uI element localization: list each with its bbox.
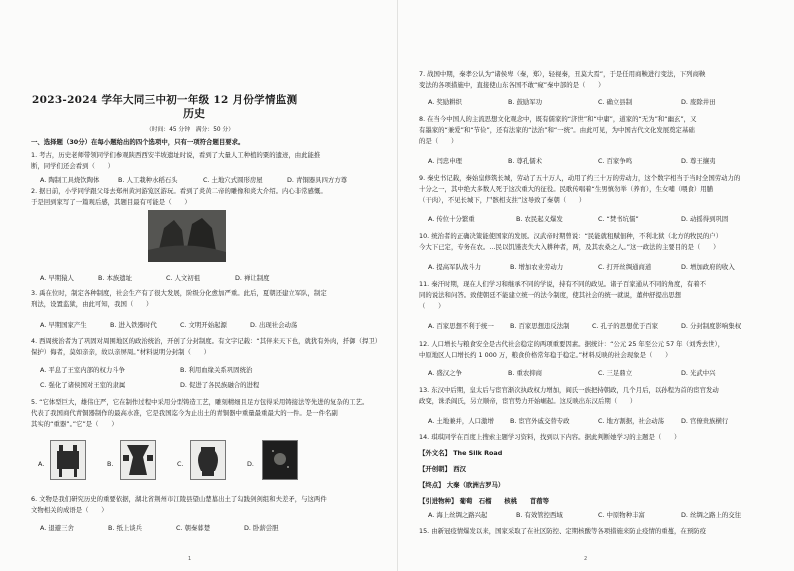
q1-line-2: 断，同学们还会看到（ ） bbox=[31, 162, 115, 170]
q4-option-b: B. 利用血缘关系巩固统治 bbox=[180, 366, 253, 374]
q12-option-a: A. 盛汉之争 bbox=[428, 369, 462, 377]
q6-option-b: B. 纸上谈兵 bbox=[108, 524, 143, 532]
exam-subtitle: 历史 bbox=[183, 107, 205, 120]
q14-item-1-key: 【外文名】 bbox=[419, 449, 451, 457]
q3-line-1: 3. 禹在位时，制定各种制度，社会生产有了很大发展，阶级分化愈加严重。此后，夏朝还建立军队，制定 bbox=[31, 289, 327, 297]
q14-option-b: B. 有效管控西域 bbox=[516, 511, 563, 519]
q5-option-c: C. bbox=[177, 460, 184, 468]
q1-option-d: D. 青铜器具四方方尊 bbox=[287, 176, 348, 184]
q2-line-2: 于是回到家写了一篇观后感，其题目最有可能是（ ） bbox=[31, 198, 191, 206]
q10-option-d: D. 增加政府的收入 bbox=[681, 263, 735, 271]
q3-option-c: C. 文明开始起源 bbox=[180, 321, 227, 329]
q3-option-d: D. 出现社会动荡 bbox=[250, 321, 298, 329]
q3-option-b: B. 进入铁器时代 bbox=[110, 321, 157, 329]
q5-option-d: D. bbox=[247, 460, 254, 468]
bronze-ding-image bbox=[50, 440, 86, 480]
q3-line-2: 刑法，设置监狱，由此可知，我国（ ） bbox=[31, 300, 153, 308]
q11-line-1: 11. 秦汗时期，现在人们学习和继承不同的学说，持有不同的政见。诸子百家通从不同的角度，有着不 bbox=[419, 280, 706, 288]
q6-option-c: C. 朝秦暮楚 bbox=[176, 524, 211, 532]
q2-option-c: C. 人文初祖 bbox=[166, 274, 201, 282]
q12-option-d: D. 光武中兴 bbox=[681, 369, 716, 377]
q12-option-b: B. 重农抑商 bbox=[508, 369, 543, 377]
q4-line-1: 4. 西周统治者为了巩固对周围地区的政治统治，开创了分封制度。有文字记载：“其伴来天下也，就犹有外肉，扦御（捍卫） bbox=[31, 337, 382, 345]
q13-option-a: A. 土地兼并，人口激增 bbox=[428, 417, 494, 425]
q2-option-b: B. 本族遗址 bbox=[98, 274, 133, 282]
page-number-1: 1 bbox=[188, 556, 192, 562]
q5-option-b: B. bbox=[107, 460, 114, 468]
q14-item-1-value: The Silk Road bbox=[453, 449, 503, 457]
q8-option-c: C. 百家争鸣 bbox=[598, 157, 633, 165]
dark-artifact-image bbox=[262, 440, 298, 480]
q14-option-a: A. 海上丝绸之路兴起 bbox=[428, 511, 488, 519]
q5-line-2: 代表了我国商代青铜器制作的最高水准，它是我国迄今为止出土的青铜器中重量最重最大的一件。是一件名副 bbox=[31, 409, 338, 417]
q13-line-1: 13. 东汉中后期，皇太后与宦官渐次执政权力增加，阎氏一族把持朝政，几个月后，以孙程为首的宦官发动 bbox=[419, 386, 719, 394]
q14-item-3-key: 【终点】 bbox=[419, 481, 445, 489]
q9-line-2: 十分之一，其中绝大多数人死于这次重大的征役。民歌传唱着“生男慎勿举（养育），生女哺（喂食）用脯 bbox=[419, 185, 714, 193]
q6-line-2: 文物相关的成语是（ ） bbox=[31, 506, 108, 514]
q5-line-1: 5. “它体型巨大，雄伟庄严，它在制作过程中采用分型铸造工艺，雕刻精细且足方包得采用铸接法等先进的复杂的工艺。 bbox=[31, 398, 369, 406]
q10-option-a: A. 提高军队战斗力 bbox=[428, 263, 482, 271]
q4-line-2: 保护）侮者，莫如亲亲，故以亲屏周。”材料说明分封制（ ） bbox=[31, 348, 211, 356]
q14-item-3 bbox=[419, 481, 794, 489]
q7-line-2: 变法的各项措施中，直接使山东各国不敢“窥”秦中部的是（ ） bbox=[419, 81, 605, 89]
q2-line-1: 2. 据日前，小学同学跟父母去郑州黄河游览区游玩。看到了炎黄二帝的雕像和炎大介绍。内心非常感慨。 bbox=[31, 187, 327, 195]
q9-line-3: （干肉），不见长城下，尸骸相支拄”这导致了秦朝（ ） bbox=[419, 196, 586, 204]
q10-line-2: 今大下已定，专务在农。…民以饥馑丧失大入耕种者，两，及其农桑之人。”这一政法的主要目的是（ ） bbox=[419, 243, 720, 251]
q14-item-4-key: 【引进物种】 bbox=[419, 497, 458, 505]
statue-photo bbox=[148, 210, 226, 262]
q10-option-b: B. 增加农业劳动力 bbox=[510, 263, 564, 271]
section-heading: 一、选择题（30分）在每小题给出的四个选项中，只有一项符合题目要求。 bbox=[31, 138, 245, 146]
q14-item-2-key: 【开创朝】 bbox=[419, 465, 451, 473]
q8-line-1: 8. 在当今中国人的主流思想文化观念中，既有儒家的“济世”和“中庸”，道家的“无为”和“幽玄”，又 bbox=[419, 115, 697, 123]
q1-line-1: 1. 考古，历史老师带领同学们参观陕西西安半坡遗址时说，看到了大量人工种植的粟的遗迹，由此能推 bbox=[31, 151, 321, 159]
exam-title: 2023-2024 学年大同三中初一年级 12 月份学情监测 bbox=[32, 94, 298, 106]
q7-option-c: C. 确立县制 bbox=[598, 98, 633, 106]
q14-item-2-value: 西汉 bbox=[453, 465, 466, 473]
q13-option-b: B. 宦官外戚交替专政 bbox=[510, 417, 570, 425]
q4-option-c: C. 强化了诸侯国对王室的隶属 bbox=[40, 381, 126, 389]
q7-option-d: D. 废除井田 bbox=[681, 98, 716, 106]
q11-line-3: （ ） bbox=[419, 302, 445, 310]
q8-line-2: 有墨家的“兼爱”和“节俭”，还有法家的“法治”和“一统”。由此可见，为中国古代文化发展奠定基础 bbox=[419, 126, 695, 134]
q4-option-a: A. 平息了王室内部的权力斗争 bbox=[40, 366, 126, 374]
q1-option-c: C. 土地穴式圆形房屋 bbox=[203, 176, 263, 184]
q3-option-a: A. 早期国家产生 bbox=[40, 321, 87, 329]
q14-item-3-value: 大秦（欧洲古罗马） bbox=[446, 481, 505, 489]
page-number-2: 2 bbox=[584, 556, 588, 562]
q5-line-3: 其实的“重器”。”它”是（ ） bbox=[31, 420, 118, 428]
q14-line-1: 14. 琪琪同学在百度上搜索主题学习资料，找到以下内容。据此判断她学习的主题是（ ） bbox=[419, 433, 681, 441]
q8-option-a: A. 闫忠申理 bbox=[428, 157, 462, 165]
exam-page-2 bbox=[397, 0, 794, 571]
q10-option-c: C. 打开丝绸通商道 bbox=[598, 263, 652, 271]
q6-line-1: 6. 文物是我们研究历史的重要依据，湖北省荆州市江陵县望山楚墓出土了勾践剑剑组和夫差矛，与这两件 bbox=[31, 495, 327, 503]
q9-option-b: B. 农民起义爆发 bbox=[516, 215, 563, 223]
q9-option-c: C. “焚书坑儒” bbox=[598, 215, 639, 223]
q9-line-1: 9. 秦史书记载，秦始皇修筑长城，劳动了五十万人，动用了约三十万的劳动力，这个数字相当于当时全国劳动力的 bbox=[419, 174, 741, 182]
q8-line-3: 的是（ ） bbox=[419, 137, 458, 145]
q9-option-a: A. 传位十分繁重 bbox=[428, 215, 475, 223]
q11-option-c: C. 孔子的思想优于百家 bbox=[592, 322, 659, 330]
q11-line-2: 同的说法和问答。致使朝廷不能建立统一的法今制度，使其社会的统一就说，董仲舒提出思想 bbox=[419, 291, 682, 299]
q15-line-1: 15. 由新冠疫情爆发以来，国家采取了在社区防控、定期核酸等各项措施来防止疫情的重蔓，在预防疫 bbox=[419, 527, 706, 535]
q12-option-c: C. 三足鼎立 bbox=[598, 369, 633, 377]
q1-option-a: A. 陶制工具烧饮陶体 bbox=[40, 176, 100, 184]
q14-option-d: D. 丝绸之路上的交往 bbox=[681, 511, 742, 519]
q7-option-b: B. 鼓励军功 bbox=[508, 98, 543, 106]
q1-option-b: B. 人工栽种水稻石头 bbox=[118, 176, 178, 184]
q7-line-1: 7. 战国中期，秦孝公认为“诸侯卑（秦，郑），轻视秦，丑莫大焉”，于是任用商鞅进行变法，下列商鞅 bbox=[419, 70, 706, 78]
q6-option-d: D. 卧薪尝胆 bbox=[244, 524, 279, 532]
q12-line-2: 中原地区人口增长约 1 000 万，粮食价格常年稳于稳定。”材料反映的社会现象是（ ） bbox=[419, 351, 672, 359]
q13-option-d: D. 官僚贵族横行 bbox=[681, 417, 729, 425]
exam-meta: （时间：45 分钟 满分：50 分） bbox=[146, 127, 235, 133]
q14-item-2 bbox=[419, 465, 794, 473]
q14-item-1 bbox=[419, 449, 794, 457]
q11-option-a: A. 百家思想不利于统一 bbox=[428, 322, 494, 330]
q12-line-1: 12. 人口增长与粮食安全是古代社会稳定的两项重要因素。据统计：“公元 25 年至公元 57 年（刘秀去世）， bbox=[419, 340, 725, 348]
q13-line-2: 政变，诛杀阎氏，另立顺帝，宦官势力开始崛起。这反映出东汉后期（ ） bbox=[419, 397, 637, 405]
bronze-vessel-image bbox=[190, 440, 226, 480]
q14-option-c: C. 中原物种丰富 bbox=[598, 511, 645, 519]
statue-photo-graphic bbox=[148, 210, 226, 262]
q14-item-4-value: 葡萄 石榴 核桃 苜蓿等 bbox=[459, 497, 550, 505]
bronze-zun-image bbox=[120, 440, 156, 480]
q14-item-4 bbox=[419, 497, 794, 505]
q9-option-d: D. 动摇得到巩固 bbox=[681, 215, 729, 223]
q8-option-d: D. 尊王攘夷 bbox=[681, 157, 716, 165]
q8-option-b: B. 尊孔儒术 bbox=[508, 157, 543, 165]
q2-option-a: A. 早期猿人 bbox=[40, 274, 74, 282]
q11-option-d: D. 分封制度影响集权 bbox=[681, 322, 742, 330]
q13-option-c: C. 地方割据，社会动荡 bbox=[598, 417, 665, 425]
q5-option-a: A. bbox=[38, 460, 45, 468]
q6-option-a: A. 退避三舍 bbox=[40, 524, 74, 532]
q10-line-1: 10. 统治者的正确决策能使国家的发展。汉武帝时期曾说：“民能就租赋佃种，不利北狱（北方的牧民的户） bbox=[419, 232, 723, 240]
q7-option-a: A. 奖励耕织 bbox=[428, 98, 462, 106]
q4-option-d: D. 促进了各民族融合的进程 bbox=[180, 381, 260, 389]
q2-option-d: D. 禅让制度 bbox=[235, 274, 270, 282]
q11-option-b: B. 百家思想违反法制 bbox=[510, 322, 570, 330]
